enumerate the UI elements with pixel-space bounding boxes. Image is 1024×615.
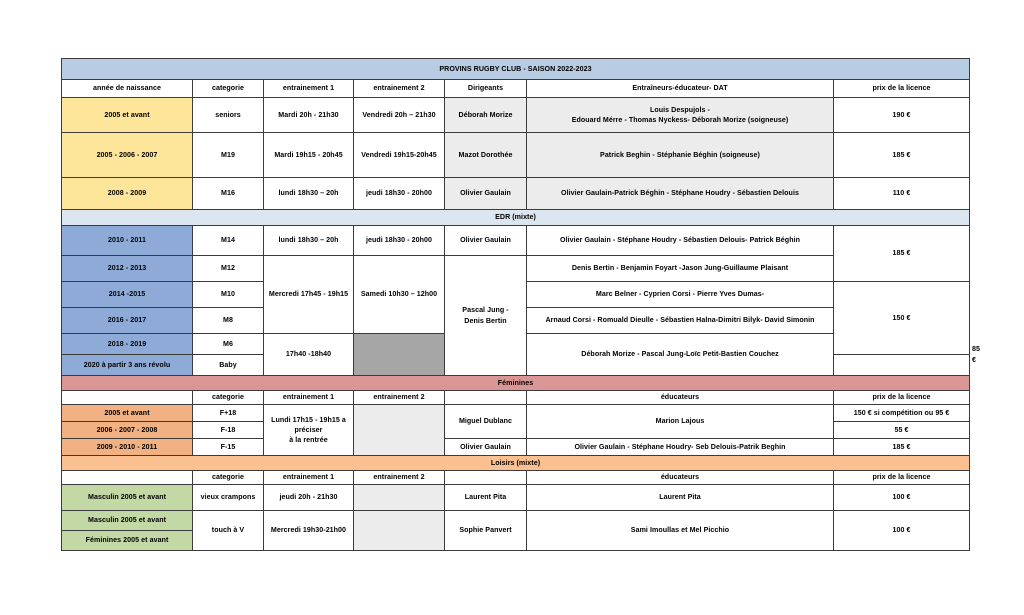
cell-entrainement-2 <box>354 334 445 376</box>
cell-entrainement-2: Vendredi 19h15-20h45 <box>354 133 445 178</box>
cell-entrainement-1: Mardi 19h15 - 20h45 <box>264 133 354 178</box>
cell-entraineurs <box>527 98 834 133</box>
cell-dirigeants: Miguel Dublanc <box>445 405 527 439</box>
cell-annee: 2005 - 2006 - 2007 <box>62 133 193 178</box>
cell-entrainement-1: lundi 18h30 – 20h <box>264 226 354 256</box>
cell-categorie: F-18 <box>193 422 264 439</box>
section-band-feminines-row <box>62 376 970 391</box>
page-title: PROVINS RUGBY CLUB - SAISON 2022-2023 <box>62 59 970 80</box>
cell-annee: 2005 et avant <box>62 98 193 133</box>
cell-dirigeants: Sophie Panvert <box>445 511 527 551</box>
cell-dirigeants: Déborah Morize <box>445 98 527 133</box>
subheader-row-loisirs <box>62 471 970 485</box>
schedule-table <box>61 58 981 551</box>
cell-entraineurs: Denis Bertin - Benjamin Foyart -Jason Jung-Guillaume Plaisant <box>527 256 834 282</box>
cell-annee: 2010 - 2011 <box>62 226 193 256</box>
table-row <box>62 405 970 422</box>
cell-annee: 2020 à partir 3 ans révolu <box>62 355 193 376</box>
cell-entrainement-1: Mercredi 17h45 - 19h15 <box>264 256 354 334</box>
cell-educateurs: Marion Lajous <box>527 405 834 439</box>
cell-categorie: M10 <box>193 282 264 308</box>
cell-dirigeants: Olivier Gaulain <box>445 178 527 210</box>
cell-dirigeants: Olivier Gaulain <box>445 439 527 456</box>
entraineurs-line-1: Louis Despujols - <box>650 105 710 114</box>
column-header-categorie: categorie <box>193 80 264 98</box>
cell-annee: Masculin 2005 et avant <box>62 485 193 511</box>
dirigeants-line-1: Pascal Jung - <box>462 306 509 315</box>
cell-entraineurs: Olivier Gaulain - Stéphane Houdry - Sébastien Delouis- Patrick Béghin <box>527 226 834 256</box>
section-band-loisirs: Loisirs (mixte) <box>62 456 970 471</box>
dirigeants-line-2: Denis Bertin <box>464 316 507 325</box>
cell-entrainement-2: jeudi 18h30 - 20h00 <box>354 178 445 210</box>
table-row <box>62 98 970 133</box>
table-row <box>62 485 970 511</box>
cell-categorie: F-15 <box>193 439 264 456</box>
cell-annee: 2012 - 2013 <box>62 256 193 282</box>
section-band-loisirs-row <box>62 456 970 471</box>
subheader-categorie: categorie <box>193 471 264 485</box>
cell-entrainement-1: jeudi 20h - 21h30 <box>264 485 354 511</box>
cell-entrainement-1: Mardi 20h - 21h30 <box>264 98 354 133</box>
cell-prix: 100 € <box>834 485 970 511</box>
cell-categorie: M12 <box>193 256 264 282</box>
entrainement-1-line-3: à la rentrée <box>289 436 328 445</box>
cell-categorie: M16 <box>193 178 264 210</box>
cell-dirigeants: Laurent Pita <box>445 485 527 511</box>
column-header-dirigeants: Dirigeants <box>445 80 527 98</box>
cell-entrainement-1: Mercredi 19h30-21h00 <box>264 511 354 551</box>
cell-categorie: seniors <box>193 98 264 133</box>
table-row <box>62 133 970 178</box>
cell-educateurs: Olivier Gaulain - Stéphane Houdry- Seb Delouis-Patrik Beghin <box>527 439 834 456</box>
cell-dirigeants <box>445 256 527 376</box>
table-row <box>62 511 970 531</box>
subheader-dirigeants-blank <box>445 471 527 485</box>
cell-categorie: M8 <box>193 308 264 334</box>
table-row: 2018 - 2019 M6 17h40 -18h40 Déborah Morize - Pascal Jung-Loïc Petit-Bastien Couchez 85 € <box>62 334 970 355</box>
table-row <box>62 256 970 282</box>
cell-categorie: Baby <box>193 355 264 376</box>
cell-annee: 2005 et avant <box>62 405 193 422</box>
cell-entrainement-1: 17h40 -18h40 <box>264 334 354 376</box>
cell-annee: 2014 -2015 <box>62 282 193 308</box>
title-row <box>62 59 970 80</box>
table-row <box>62 226 970 256</box>
subheader-educateurs: éducateurs <box>527 471 834 485</box>
cell-prix: 150 € <box>834 282 970 355</box>
cell-dirigeants: Olivier Gaulain <box>445 226 527 256</box>
cell-entrainement-2 <box>354 511 445 551</box>
cell-dirigeants: Mazot Dorothée <box>445 133 527 178</box>
cell-categorie: M6 <box>193 334 264 355</box>
cell-entrainement-2: Vendredi 20h – 21h30 <box>354 98 445 133</box>
cell-prix: 185 € <box>834 439 970 456</box>
cell-categorie: vieux crampons <box>193 485 264 511</box>
cell-prix: 100 € <box>834 511 970 551</box>
entrainement-1-line-2: préciser <box>294 425 323 434</box>
column-header-entrainement-1: entrainement 1 <box>264 80 354 98</box>
subheader-categorie: categorie <box>193 391 264 405</box>
cell-entrainement-2 <box>354 405 445 456</box>
cell-entrainement-2 <box>354 485 445 511</box>
cell-entrainement-1: lundi 18h30 – 20h <box>264 178 354 210</box>
cell-annee: 2016 - 2017 <box>62 308 193 334</box>
cell-entraineurs: Patrick Beghin - Stéphanie Béghin (soigneuse) <box>527 133 834 178</box>
cell-prix: 190 € <box>834 98 970 133</box>
schedule-sheet <box>61 58 981 551</box>
section-band-edr: EDR (mixte) <box>62 210 970 226</box>
cell-annee: 2018 - 2019 <box>62 334 193 355</box>
subheader-educateurs: éducateurs <box>527 391 834 405</box>
entraineurs-line-2: Edouard Mérre - Thomas Nyckess- Déborah Morize (soigneuse) <box>571 116 789 124</box>
subheader-entrainement-2: entrainement 2 <box>354 471 445 485</box>
subheader-entrainement-2: entrainement 2 <box>354 391 445 405</box>
cell-educateurs: Sami Imoullas et Mel Picchio <box>527 511 834 551</box>
cell-annee: 2006 - 2007 - 2008 <box>62 422 193 439</box>
cell-entrainement-2: jeudi 18h30 - 20h00 <box>354 226 445 256</box>
cell-entraineurs: Marc Belner - Cyprien Corsi - Pierre Yves Dumas- <box>527 282 834 308</box>
cell-entraineurs: Olivier Gaulain-Patrick Béghin - Stéphane Houdry - Sébastien Delouis <box>527 178 834 210</box>
subheader-prix: prix de la licence <box>834 471 970 485</box>
column-header-annee: année de naissance <box>62 80 193 98</box>
column-header-entraineurs: Entraîneurs-éducateur- DAT <box>527 80 834 98</box>
table-row <box>62 178 970 210</box>
cell-prix: 185 € <box>834 226 970 282</box>
column-header-prix: prix de la licence <box>834 80 970 98</box>
subheader-entrainement-1: entrainement 1 <box>264 391 354 405</box>
cell-entrainement-1 <box>264 405 354 456</box>
header-row <box>62 80 970 98</box>
subheader-dirigeants-blank <box>445 391 527 405</box>
cell-educateurs: Laurent Pita <box>527 485 834 511</box>
cell-entraineurs: Arnaud Corsi - Romuald Dieulle - Sébastien Halna-Dimitri Bilyk- David Simonin <box>527 308 834 334</box>
section-band-feminines: Féminines <box>62 376 970 391</box>
cell-annee: Féminines 2005 et avant <box>62 531 193 551</box>
cell-prix: 150 € si compétition ou 95 € <box>834 405 970 422</box>
subheader-prix: prix de la licence <box>834 391 970 405</box>
cell-prix: 110 € <box>834 178 970 210</box>
subheader-row-feminines <box>62 391 970 405</box>
cell-annee: Masculin 2005 et avant <box>62 511 193 531</box>
cell-prix: 185 € <box>834 133 970 178</box>
subheader-blank <box>62 471 193 485</box>
cell-entrainement-2: Samedi 10h30 – 12h00 <box>354 256 445 334</box>
cell-annee: 2009 - 2010 - 2011 <box>62 439 193 456</box>
subheader-entrainement-1: entrainement 1 <box>264 471 354 485</box>
column-header-entrainement-2: entrainement 2 <box>354 80 445 98</box>
cell-categorie: F+18 <box>193 405 264 422</box>
section-band-edr-row <box>62 210 970 226</box>
subheader-blank <box>62 391 193 405</box>
cell-categorie: touch à V <box>193 511 264 551</box>
entrainement-1-line-1: Lundi 17h15 - 19h15 a <box>271 415 346 424</box>
cell-categorie: M14 <box>193 226 264 256</box>
cell-categorie: M19 <box>193 133 264 178</box>
cell-prix: 55 € <box>834 422 970 439</box>
cell-entraineurs: Déborah Morize - Pascal Jung-Loïc Petit-Bastien Couchez <box>527 334 834 376</box>
table-row <box>62 439 970 456</box>
cell-annee: 2008 - 2009 <box>62 178 193 210</box>
